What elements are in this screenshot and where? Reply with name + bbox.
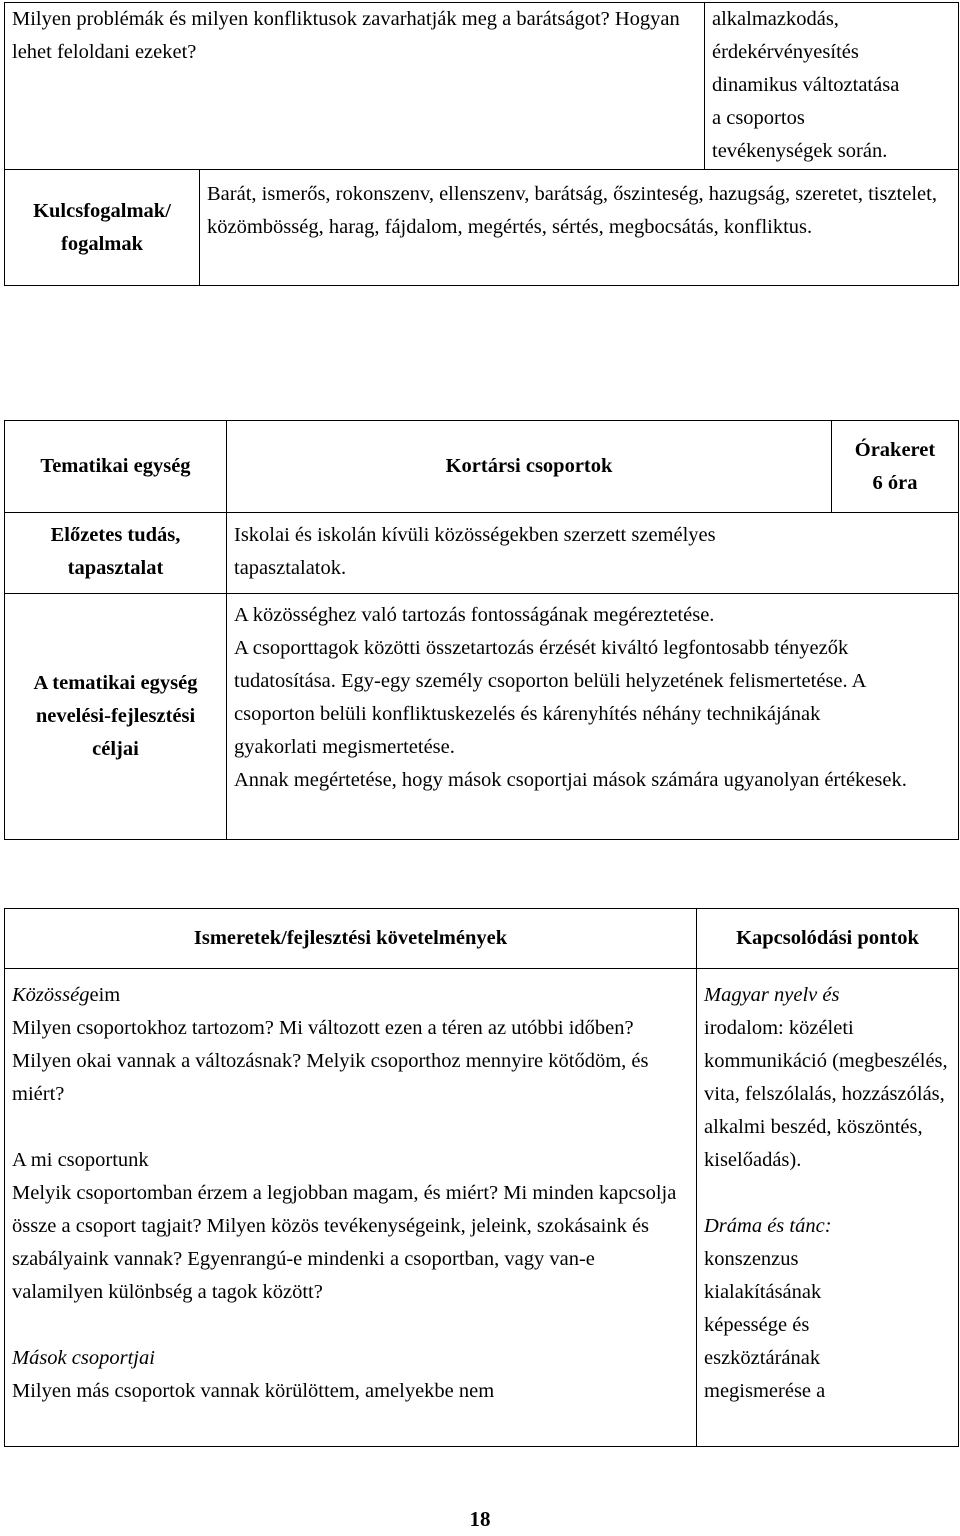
unit-label: Tematikai egység [40,455,191,477]
keywords-label-cell [5,170,200,286]
page-number: 18 [469,1507,491,1531]
goals-paragraph: Annak megértetése, hogy mások csoportjai mások számára ugyanolyan értékesek. [234,769,907,791]
keywords-text-cell [200,170,959,286]
requirements-header: Ismeretek/fejlesztési követelmények [193,927,508,949]
link-block [704,1210,951,1408]
links-content-cell [697,969,959,1447]
goals-text-cell [227,594,959,840]
keywords-text: Barát, ismerős, rokonszenv, ellenszenv, barátság, őszinteség, hazugság, szeretet, tisztelet, közömbösség, harag, fájdalom, megértés, sértés, megbocsátás, konfliktus. [207,183,937,238]
topic-continuation-table [4,2,959,286]
link-text: közéleti kommunikáció (megbeszélés, vita, felszólalás, hozzászólás, alkalmi beszéd, köszöntés, kiselőadás). [704,1017,948,1171]
link-subject-italic: Dráma és tánc: [704,1215,832,1237]
unit-title: Kortársi csoportok [445,455,613,477]
section-title-italic: Közösség [12,984,90,1006]
continued-right-line: alkalmazkodás, [712,8,839,30]
prior-knowledge-label: tapasztalat [67,557,164,579]
hours-cell [832,421,959,513]
prior-knowledge-label: Előzetes tudás, [50,524,181,546]
prior-knowledge-label-cell [5,513,227,594]
section-text: Melyik csoportomban érzem a legjobban magam, és miért? Mi minden kapcsolja össze a csoport tagjait? Milyen közös tevékenységeink, jeleink, szokásaink és szabályaink vannak? Egyenrangú-e mindenki a csoportban, vagy van-e valamilyen különbség a tagok között? [12,1182,677,1303]
continued-right-line: a csoportos [712,107,805,129]
continued-right-line: érdekérvényesítés [712,41,859,63]
links-header: Kapcsolódási pontok [736,927,919,949]
hours-value: 6 óra [872,471,918,494]
goals-label: nevelési-fejlesztési [35,705,196,727]
section-title [12,1342,690,1375]
section-title [12,979,690,1012]
section-title-rest: eim [89,984,121,1006]
goals-label: céljai [92,738,139,760]
goals-label: A tematikai egység [33,672,198,694]
goals-paragraph: A csoporttagok közötti összetartozás érzését kiváltó legfontosabb tényezők tudatosítása. Egy-egy személy csoporton belüli helyzetének felismertetése. A csoporton belüli konfliktuskezelés és kárenyhítés néhány technikájának gyakorlati megismertetése. [234,637,866,758]
section-text: Milyen csoportokhoz tartozom? Mi változott ezen a téren az utóbbi időben? Milyen okai vannak a változásnak? Melyik csoporthoz mennyire kötődöm, és miért? [12,1017,649,1105]
link-subject-rest: irodalom: [704,1017,784,1039]
keywords-label: fogalmak [61,232,143,255]
requirements-content-cell [5,969,697,1447]
goals-label-cell [5,594,227,840]
prior-knowledge-text: Iskolai és iskolán kívüli közösségekben szerzett személyes tapasztalatok. [234,524,716,579]
section-title-italic: Mások csoportjai [12,1347,155,1369]
unit-title-cell [227,421,832,513]
section-title-rest: A mi csoportunk [12,1149,149,1171]
link-block [704,979,951,1177]
continued-right-cell [705,3,959,170]
requirements-table [4,908,959,1447]
continued-question: Milyen problémák és milyen konfliktusok zavarhatják meg a barátságot? Hogyan lehet feloldani ezeket? [12,8,680,63]
goals-paragraph: A közösséghez való tartozás fontosságának megéreztetése. [234,604,715,626]
thematic-unit-table [4,420,959,840]
keywords-label: Kulcsfogalmak/ [33,199,171,222]
prior-knowledge-text-cell [227,513,959,594]
link-subject-italic: Magyar nyelv és [704,984,840,1006]
requirements-header-cell [5,909,697,969]
continued-right-line: dinamikus változtatása [712,74,900,96]
unit-label-cell [5,421,227,513]
link-text: konszenzus kialakításának képessége és eszköztárának megismerése a [704,1248,826,1402]
continued-question-cell [5,3,705,170]
continued-right-line: tevékenységek során. [712,140,888,162]
links-header-cell [697,909,959,969]
section-title [12,1144,690,1177]
section-text: Milyen más csoportok vannak körülöttem, amelyekbe nem [12,1380,495,1402]
hours-label: Órakeret [854,438,936,461]
